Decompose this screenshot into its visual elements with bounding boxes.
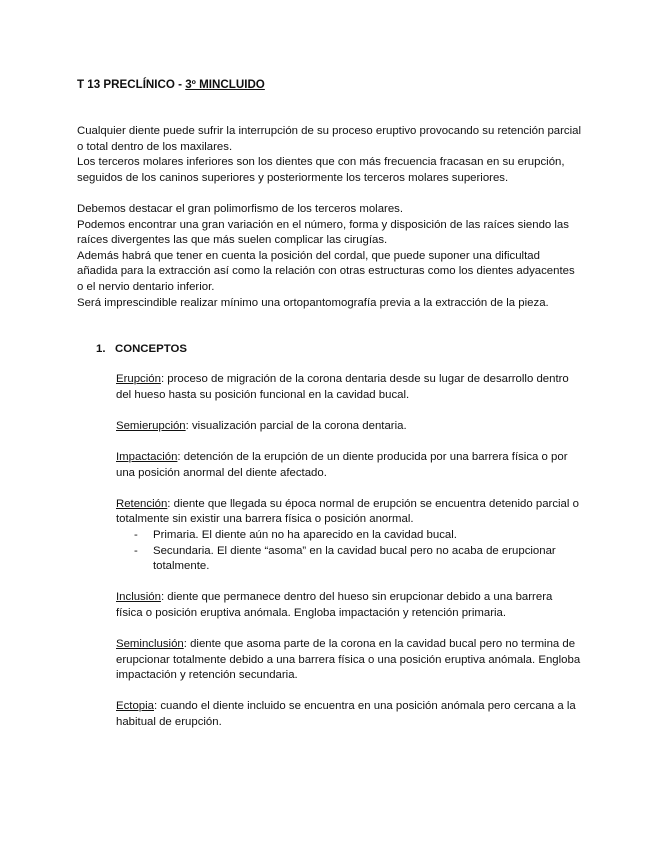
concept-inclusion xyxy=(116,590,582,621)
concept-definition: : detención de la erupción de un diente producida por una barrera física o por una posición anormal del diente afectado. xyxy=(116,450,568,479)
document-title xyxy=(77,77,265,93)
title-underlined: 3º MINCLUIDO xyxy=(185,78,265,91)
details-paragraph xyxy=(77,202,582,311)
concept-definition: : proceso de migración de la corona dentaria desde su lugar de desarrollo dentro del hueso hasta su posición funcional en la cavidad bucal. xyxy=(116,373,569,401)
details-line: Debemos destacar el gran polimorfismo de los terceros molares. xyxy=(77,203,404,215)
concept-term: Ectopia xyxy=(116,700,154,713)
concept-ectopia xyxy=(116,699,582,730)
concept-definition: : diente que permanece dentro del hueso sin erupcionar debido a una barrera física o posición eruptiva anómala. Engloba impactación y retención primaria. xyxy=(116,591,553,619)
concept-term: Erupción xyxy=(116,373,161,385)
concept-definition: : cuando el diente incluido se encuentra en una posición anómala pero cercana a la habitual de erupción. xyxy=(116,700,576,729)
intro-line: Cualquier diente puede sufrir la interrupción de su proceso eruptivo provocando su retención parcial o total dentro de los maxilares. xyxy=(77,125,582,153)
details-line: Podemos encontrar una gran variación en el número, forma y disposición de las raíces siendo las raíces divergentes las que más suelen complicar las cirugías. xyxy=(77,218,569,247)
concept-seminclusion xyxy=(116,637,582,684)
dash-bullet: - xyxy=(134,544,138,557)
section-number: 1. xyxy=(96,343,106,355)
concepts-list xyxy=(116,372,582,746)
title-prefix: T 13 PRECLÍNICO - xyxy=(77,78,186,91)
retencion-subtypes xyxy=(116,528,582,575)
subtype-text: Primaria. El diente aún no ha aparecido en la cavidad bucal. xyxy=(153,528,457,541)
concept-term: Retención xyxy=(116,497,168,510)
concept-term: Seminclusión xyxy=(116,638,184,651)
concept-definition: : diente que asoma parte de la corona en la cavidad bucal pero no termina de erupcionar totalmente debido a una barrera física o una posición eruptiva anómala. Engloba impactación y retención secundaria. xyxy=(116,638,581,682)
concept-retencion xyxy=(116,497,582,575)
concept-semierupcion xyxy=(116,419,582,435)
concept-term: Semierupción xyxy=(116,419,186,432)
concept-definition: : diente que llegada su época normal de erupción se encuentra detenido parcial o totalmente sin existir una barrera física o posición anormal. xyxy=(116,497,579,526)
dash-bullet: - xyxy=(134,528,138,541)
details-line: Será imprescindible realizar mínimo una ortopantomografía previa a la extracción de la pieza. xyxy=(77,296,549,309)
list-item xyxy=(116,544,582,575)
details-line: Además habrá que tener en cuenta la posición del cordal, que puede suponer una dificultad añadida para la extracción así como la relación con otras estructuras como los dientes adyacentes o el nervio dentario inferior. xyxy=(77,249,575,293)
subtype-text: Secundaria. El diente “asoma” en la cavidad bucal pero no acaba de erupcionar totalmente. xyxy=(153,544,556,573)
section-heading xyxy=(96,342,187,358)
intro-line: Los terceros molares inferiores son los dientes que con más frecuencia fracasan en su erupción, seguidos de los caninos superiores y posteriormente los terceros molares superiores. xyxy=(77,156,565,184)
concept-term: Inclusión xyxy=(116,591,161,604)
section-title: CONCEPTOS xyxy=(115,343,187,355)
concept-term: Impactación xyxy=(116,450,178,463)
intro-paragraph xyxy=(77,124,582,186)
list-item xyxy=(116,528,582,544)
concept-impactacion xyxy=(116,450,582,481)
concept-definition: : visualización parcial de la corona dentaria. xyxy=(185,419,407,432)
concept-erupcion xyxy=(116,372,582,403)
